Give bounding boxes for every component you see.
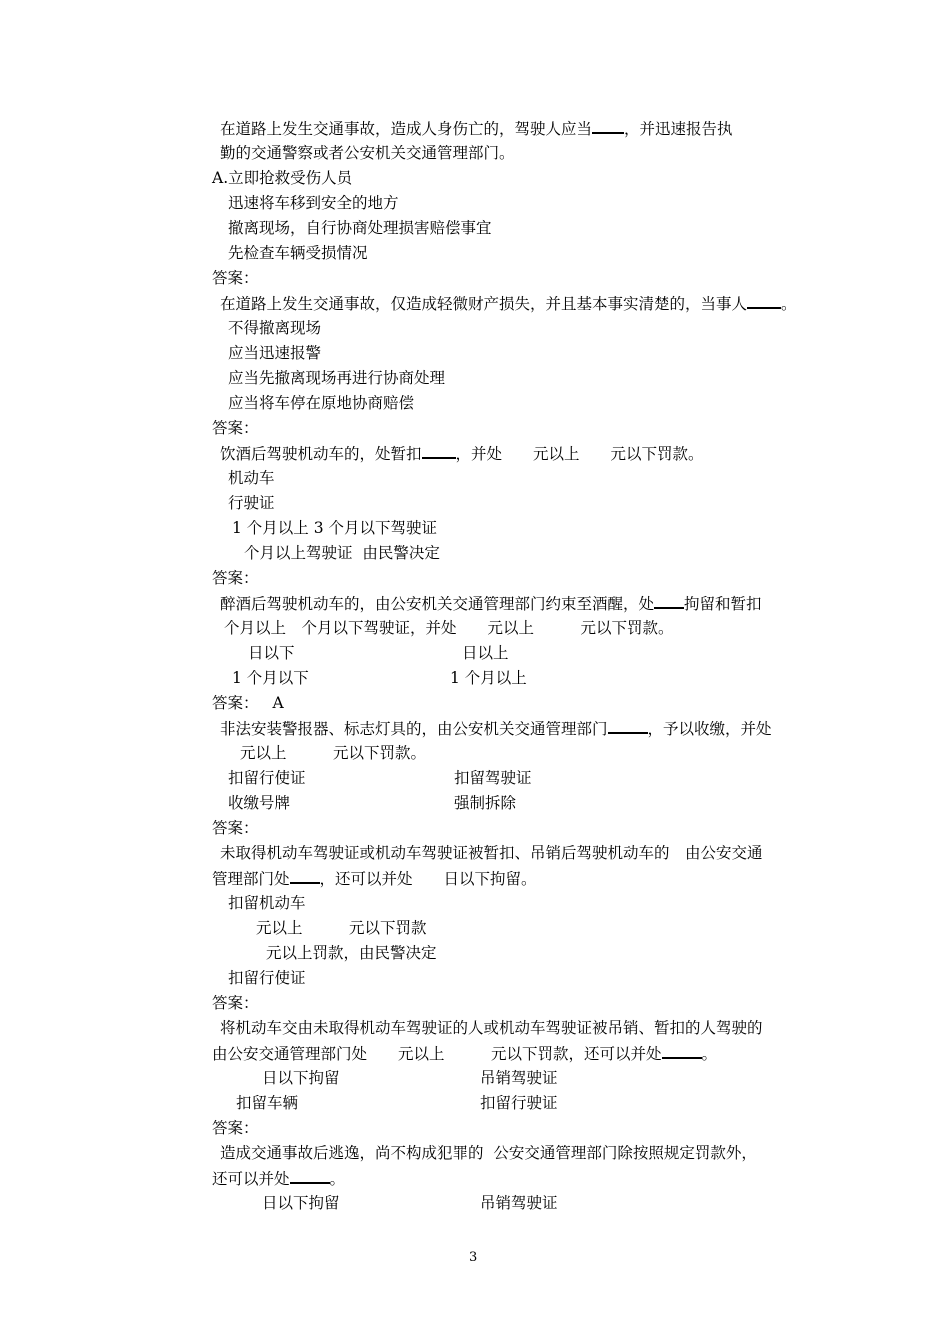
- q4-option-a: 日以下: [248, 644, 295, 662]
- q7-stem-line2: [212, 1043, 717, 1064]
- q6-option-b: 元以上 元以下罚款: [256, 919, 427, 937]
- q3-answer: 答案：: [212, 569, 259, 587]
- q7-option-a: 日以下拘留: [262, 1069, 340, 1087]
- q5-option-c: 收缴号牌: [228, 794, 291, 812]
- q8-option-b: 吊销驾驶证: [480, 1194, 558, 1212]
- q3-option-a: 机动车: [228, 469, 275, 487]
- q5-option-a: 扣留行使证: [228, 769, 306, 787]
- q4-answer: [212, 693, 284, 713]
- q6-option-c: 元以上罚款，由民警决定: [266, 944, 437, 962]
- q6-option-d: 扣留行使证: [228, 969, 306, 987]
- q1-option-d: 先检查车辆受损情况: [228, 244, 368, 262]
- q8-blank: [290, 1168, 330, 1184]
- q6-stem-line1: 未取得机动车驾驶证或机动车驾驶证被暂扣、吊销后驾驶机动车的 由公安交通: [220, 844, 763, 862]
- q3-stem-text: 饮酒后驾驶机动车的，处暂扣: [220, 445, 422, 463]
- q8-option-a: 日以下拘留: [262, 1194, 340, 1212]
- q8-stem-text-2: 。: [329, 1170, 346, 1188]
- q1-stem-line2: 勤的交通警察或者公安机关交通管理部门。: [220, 144, 515, 162]
- q4-answer-value: A: [272, 694, 284, 712]
- q5-stem-text: 非法安装警报器、标志灯具的，由公安机关交通管理部门: [220, 720, 608, 738]
- q8-stem-text: 还可以并处: [212, 1170, 290, 1188]
- q5-stem-line1: [220, 718, 772, 739]
- q7-stem-text-2: 。: [701, 1045, 718, 1063]
- q5-answer: 答案：: [212, 819, 259, 837]
- q7-option-b: 吊销驾驶证: [480, 1069, 558, 1087]
- q4-answer-label: 答案：: [212, 694, 259, 712]
- q7-answer: 答案：: [212, 1119, 259, 1137]
- q1-option-c: 撤离现场，自行协商处理损害赔偿事宜: [228, 219, 492, 237]
- q6-answer: 答案：: [212, 994, 259, 1012]
- q5-blank: [608, 718, 648, 734]
- q2-option-d: 应当将车停在原地协商赔偿: [228, 394, 415, 412]
- q6-option-a: 扣留机动车: [228, 894, 306, 912]
- q2-option-b: 应当迅速报警: [228, 344, 322, 362]
- q3-blank: [422, 443, 456, 459]
- q7-stem-text: 由公安交通管理部门处 元以上 元以下罚款，还可以并处: [212, 1045, 662, 1063]
- q2-blank: [747, 293, 781, 309]
- q6-stem-text-2: ，还可以并处 日以下拘留。: [319, 870, 537, 888]
- q4-stem-text-2: 拘留和暂扣: [684, 595, 762, 613]
- q3-stem-text-2: ，并处 元以上 元以下罚款。: [455, 445, 704, 463]
- q2-answer: 答案：: [212, 419, 259, 437]
- q5-stem-line2: 元以上 元以下罚款。: [240, 744, 427, 762]
- q8-stem-line1: 造成交通事故后逃逸，尚不构成犯罪的 公安交通管理部门除按照规定罚款外，: [220, 1144, 757, 1162]
- q5-stem-text-2: ，予以收缴，并处: [647, 720, 772, 738]
- q7-blank: [662, 1043, 702, 1059]
- q3-option-d: 个月以上驾驶证 由民警决定: [244, 544, 440, 562]
- q2-stem-text-2: 。: [781, 295, 797, 313]
- q7-stem-line1: 将机动车交由未取得机动车驾驶证的人或机动车驾驶证被吊销、暂扣的人驾驶的: [220, 1019, 763, 1037]
- q8-stem-line2: [212, 1168, 345, 1189]
- q3-option-c: 1 个月以上 3 个月以下驾驶证: [232, 519, 438, 537]
- q7-option-d: 扣留行驶证: [480, 1094, 558, 1112]
- q4-blank: [654, 593, 684, 609]
- q2-option-c: 应当先撤离现场再进行协商处理: [228, 369, 446, 387]
- q4-stem-line2: 个月以上 个月以下驾驶证，并处 元以上 元以下罚款。: [224, 619, 674, 637]
- q4-option-d: 1 个月以上: [450, 669, 527, 687]
- q6-blank: [290, 868, 320, 884]
- q1-stem-text: 在道路上发生交通事故，造成人身伤亡的，驾驶人应当: [220, 120, 593, 138]
- q2-stem-line1: [220, 293, 797, 314]
- q2-stem-text: 在道路上发生交通事故，仅造成轻微财产损失，并且基本事实清楚的，当事人: [220, 295, 748, 313]
- q3-stem-line1: [220, 443, 704, 464]
- q4-stem-line1: [220, 593, 762, 614]
- q5-option-b: 扣留驾驶证: [454, 769, 532, 787]
- q6-stem-text: 管理部门处: [212, 870, 290, 888]
- page-number: 3: [469, 1250, 478, 1265]
- q2-option-a: 不得撤离现场: [228, 319, 322, 337]
- q7-option-c: 扣留车辆: [236, 1094, 299, 1112]
- q1-blank: [592, 118, 624, 134]
- q4-stem-text: 醉酒后驾驶机动车的，由公安机关交通管理部门约束至酒醒，处: [220, 595, 655, 613]
- q1-stem-text-2: ，并迅速报告执: [624, 120, 733, 138]
- q5-option-d: 强制拆除: [454, 794, 517, 812]
- q4-option-b: 日以上: [462, 644, 509, 662]
- q1-option-b: 迅速将车移到安全的地方: [228, 194, 399, 212]
- q1-option-a: A.立即抢救受伤人员: [212, 169, 353, 187]
- q4-option-c: 1 个月以下: [232, 669, 309, 687]
- q1-stem-line1: [220, 118, 733, 139]
- q3-option-b: 行驶证: [228, 494, 275, 512]
- q1-answer: 答案：: [212, 269, 259, 287]
- q6-stem-line2: [212, 868, 537, 889]
